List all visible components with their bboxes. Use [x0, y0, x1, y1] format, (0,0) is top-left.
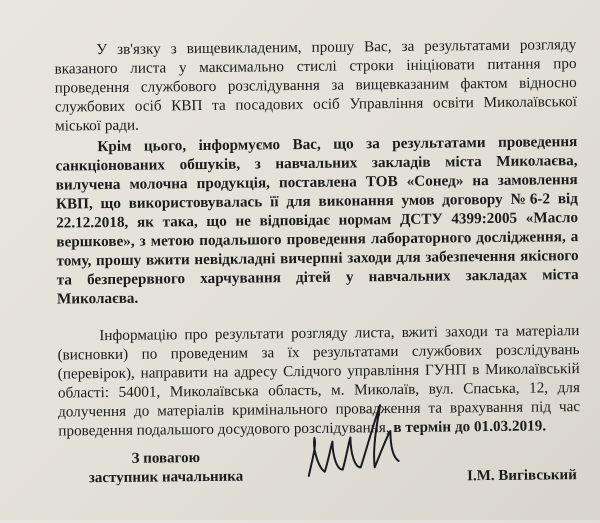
paragraph-report-results-text: Інформацію про результати розгляду листа, вжиті заходи та матеріали (висновки) по проведеним за їх результатами службових розслідувань (перевірок), направити на адресу Слідчого управління ГУНП в Миколаївській області: 54001, Миколаївська область, м. Миколаїв, вул. Спаська, 12, для долучення до матеріалів кримінального провадження та врахування під час проведення подальшого досудового розслідування, [57, 322, 581, 440]
closing-block [89, 449, 244, 489]
closing-position: заступник начальника [88, 468, 244, 487]
closing-regards: З повагою [131, 450, 201, 467]
paragraph-seized-products: Крім цього, інформуємо Вас, що за результатами проведення санкціонованих обшуків, з навчальних закладів міста Миколаєва, вилучена молочна продукція, поставлена ТОВ «Сонед» на замовлення КВП, що використовувалась її для виконання умов договору №6-2 від 22.12.2018, як така, що не відповідає нормам ДСТУ 4399:2005 «Масло вершкове», з метою подальшого проведення лабораторного дослідження, а тому, прошу вжити невідкладні вичерпні заходи для забезпечення якісного та безперервного харчування дітей у навчальних закладах міста Миколаєва. [55, 133, 579, 308]
letter-footer [69, 445, 586, 510]
deadline-text: в термін до 01.03.2019. [389, 417, 547, 437]
signer-name: І.М. Вигівський [467, 467, 577, 485]
handwritten-signature [302, 397, 413, 488]
paragraph-request-investigation: У зв'язку з вищевикладеним, прошу Вас, за результатами розгляду вказаного листа у максимально стислі строки ініціювати питання про проведення службового розслідування за вищевказаним фактом відносно службових осіб КВП та посадових осіб Управління освіти Миколаївської міської ради. [54, 36, 577, 135]
